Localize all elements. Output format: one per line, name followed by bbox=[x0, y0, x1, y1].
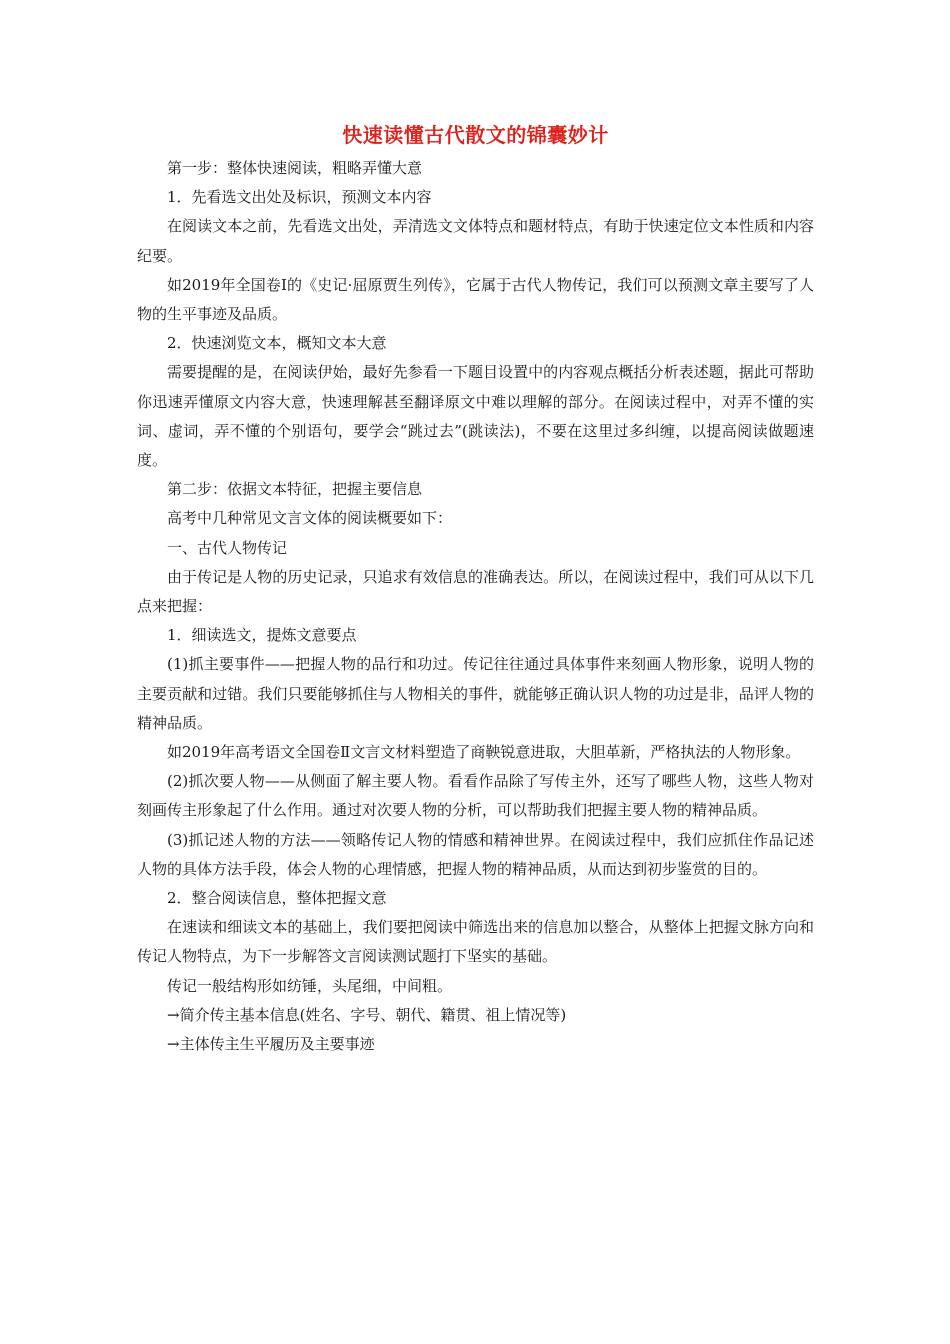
paragraph: 1．细读选文，提炼文意要点 bbox=[167, 626, 357, 645]
paragraph: 如2019年全国卷Ⅰ的《史记·屈原贾生列传》，它属于古代人物传记，我们可以预测文章主要写了人物的生平事迹及品质。 bbox=[137, 275, 814, 324]
paragraph: 第二步：依据文本特征，把握主要信息 bbox=[167, 480, 423, 499]
paragraph: 由于传记是人物的历史记录，只追求有效信息的准确表达。所以，在阅读过程中，我们可从以下几点来把握： bbox=[137, 567, 814, 616]
document-page bbox=[137, 118, 814, 1059]
paragraph: →主体传主生平履历及主要事迹 bbox=[167, 1035, 375, 1054]
paragraph: →简介传主基本信息(姓名、字号、朝代、籍贯、祖上情况等) bbox=[167, 1005, 567, 1024]
paragraph: 第一步：整体快速阅读，粗略弄懂大意 bbox=[167, 159, 423, 177]
document-title: 快速读懂古代散文的锦囊妙计 bbox=[342, 123, 609, 147]
paragraph: 2．整合阅读信息，整体把握文意 bbox=[167, 889, 387, 908]
paragraph: 传记一般结构形如纺锤，头尾细，中间粗。 bbox=[167, 976, 453, 995]
paragraph: 高考中几种常见文言文体的阅读概要如下： bbox=[167, 509, 453, 528]
paragraph: 1．先看选文出处及标识，预测文本内容 bbox=[167, 188, 432, 207]
paragraph: (3)抓记述人物的方法——领略传记人物的情感和精神世界。在阅读过程中，我们应抓住作品记述人物的具体方法手段，体会人物的心理情感，把握人物的精神品质，从而达到初步鉴赏的目的。 bbox=[137, 830, 814, 878]
paragraph: 在速读和细读文本的基础上，我们要把阅读中筛选出来的信息加以整合，从整体上把握文脉方向和传记人物特点，为下一步解答文言阅读测试题打下坚实的基础。 bbox=[137, 918, 814, 966]
paragraph: 在阅读文本之前，先看选文出处，弄清选文文体特点和题材特点，有助于快速定位文本性质和内容纪要。 bbox=[137, 217, 814, 265]
paragraph: 需要提醒的是，在阅读伊始，最好先参看一下题目设置中的内容观点概括分析表述题，据此可帮助你迅速弄懂原文内容大意，快速理解甚至翻译原文中难以理解的部分。在阅读过程中，对弄不懂的实词、虚词，弄不懂的个别语句，要学会“跳过去”(跳读法)，不要在这里过多纠缠，以提高阅读做题速度。 bbox=[137, 363, 814, 470]
paragraph: 如2019年高考语文全国卷Ⅱ文言文材料塑造了商鞅锐意进取，大胆革新，严格执法的人物形象。 bbox=[167, 743, 801, 762]
paragraph: (1)抓主要事件——把握人物的品行和功过。传记往往通过具体事件来刻画人物形象，说明人物的主要贡献和过错。我们只要能够抓住与人物相关的事件，就能够正确认识人物的功过是非，品评人物的精神品质。 bbox=[137, 655, 814, 732]
paragraph: 一、古代人物传记 bbox=[167, 538, 288, 557]
paragraph: (2)抓次要人物——从侧面了解主要人物。看看作品除了写传主外，还写了哪些人物，这些人物对刻画传主形象起了什么作用。通过对次要人物的分析，可以帮助我们把握主要人物的精神品质。 bbox=[137, 772, 814, 820]
paragraph: 2．快速浏览文本，概知文本大意 bbox=[167, 334, 387, 353]
